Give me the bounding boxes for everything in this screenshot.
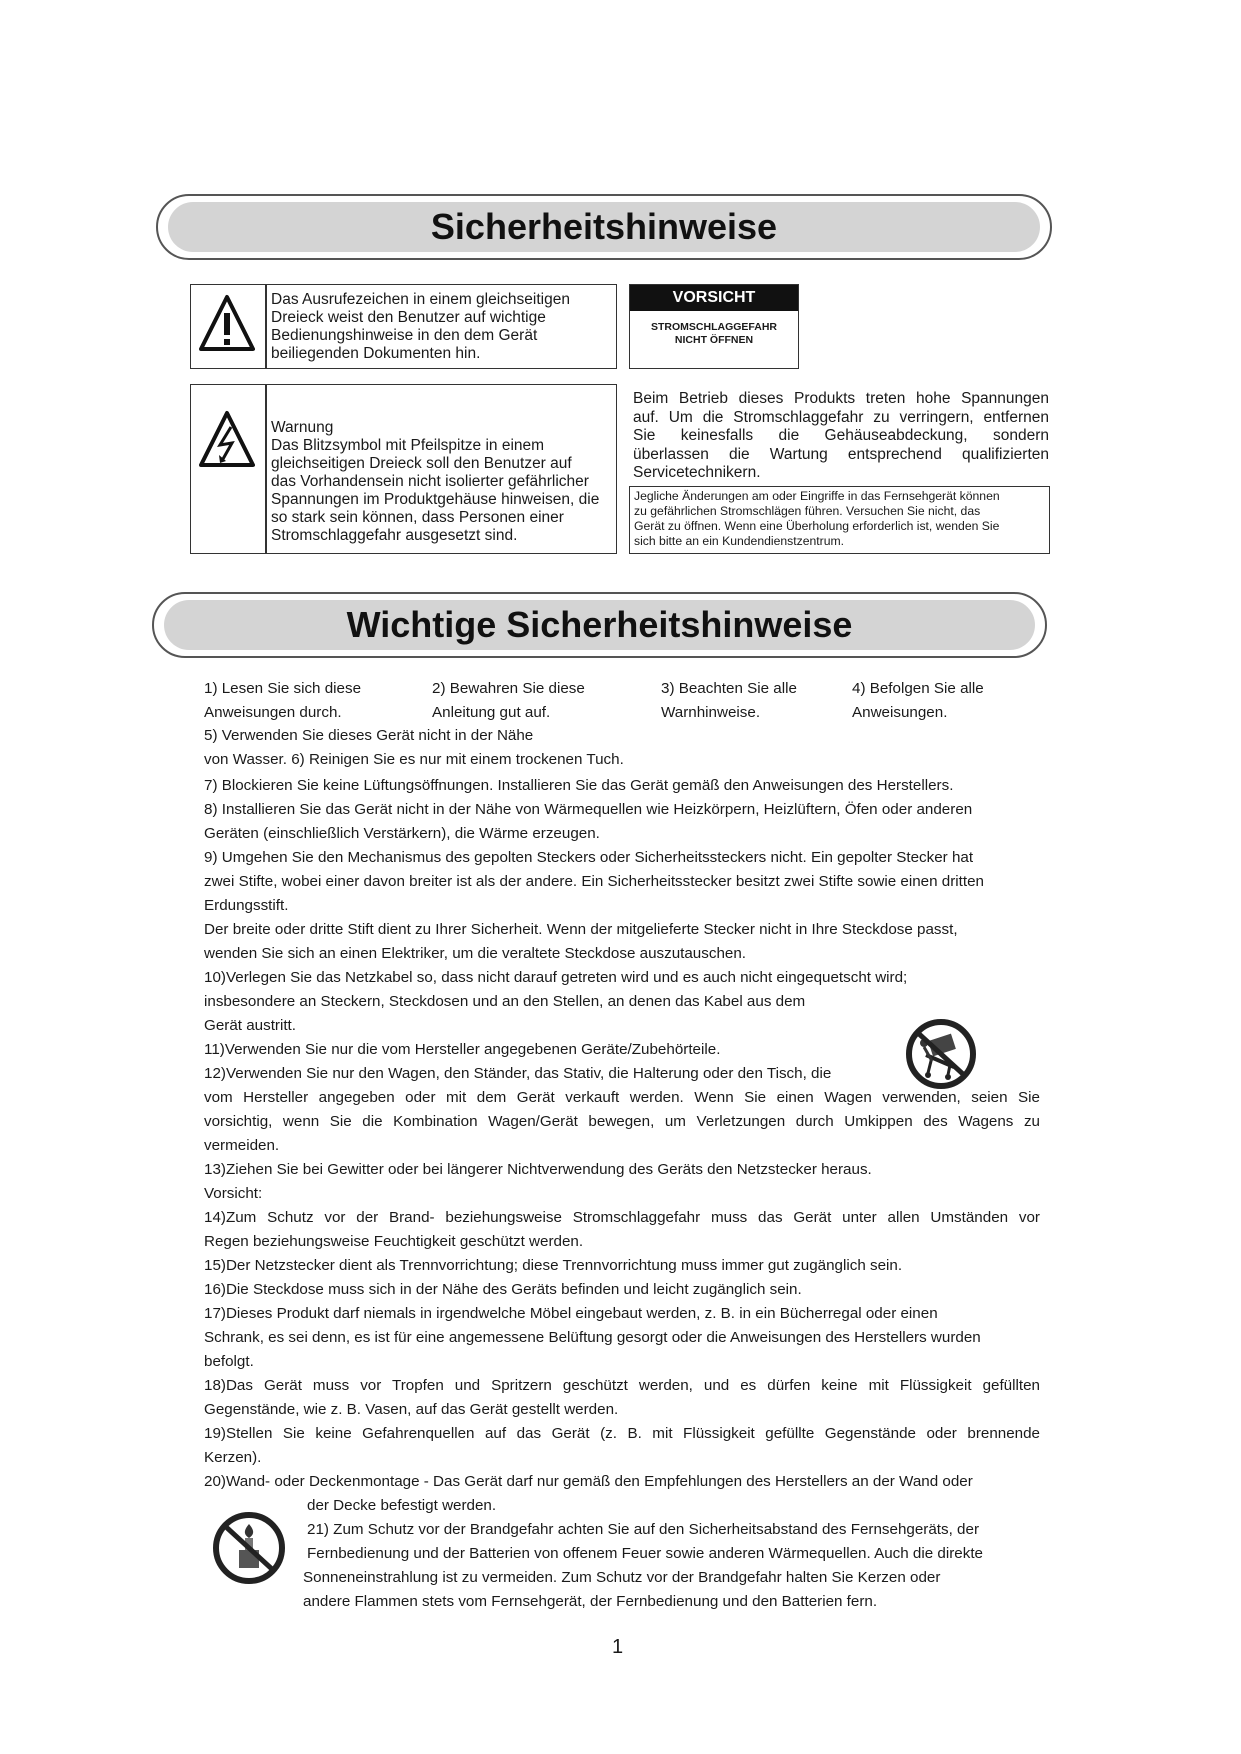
- instruction-line: 1) Lesen Sie sich diese: [204, 680, 362, 697]
- notice-divider: [265, 385, 267, 553]
- instruction-line: 15)Der Netzstecker dient als Trennvorrichtung; diese Trennvorrichtung muss immer gut zugänglich sein.: [204, 1257, 903, 1274]
- voltage-line: Sie keinesfalls die Gehäuseabdeckung, sondern: [633, 427, 1049, 444]
- instruction-line: 11)Verwenden Sie nur die vom Hersteller angegebenen Geräte/Zubehörteile.: [204, 1041, 721, 1058]
- section-banner-important-safety: [152, 592, 1047, 658]
- exclamation-notice-box: [190, 284, 617, 369]
- instruction-line: vermeiden.: [204, 1137, 280, 1154]
- instruction-line: Gegenstände, wie z. B. Vasen, auf das Gerät gestellt werden.: [204, 1401, 619, 1418]
- banner-fill: [168, 202, 1040, 252]
- page-number: 1: [612, 1636, 624, 1658]
- caution-line: STROMSCHLAGGEFAHR: [651, 321, 777, 333]
- exclamation-triangle-icon: [199, 291, 255, 357]
- instruction-line: 8) Installieren Sie das Gerät nicht in der Nähe von Wärmequellen wie Heizkörpern, Heizlüftern, Öfen oder anderen: [204, 801, 973, 818]
- instruction-line: 16)Die Steckdose muss sich in der Nähe des Geräts befinden und leicht zugänglich sein.: [204, 1281, 802, 1298]
- lightning-notice-text: [271, 419, 611, 545]
- instruction-line: zwei Stifte, wobei einer davon breiter ist als der andere. Ein Sicherheitsstecker besitzt zwei Stifte sowie einen dritten: [204, 873, 985, 890]
- cart-tip-over-icon: [904, 1017, 978, 1091]
- instruction-line: der Decke befestigt werden.: [307, 1497, 497, 1514]
- instruction-line: Fernbedienung und der Batterien von offenem Feuer sowie anderen Wärmequellen. Auch die direkte: [307, 1545, 983, 1562]
- instruction-line: Erdungsstift.: [204, 897, 289, 914]
- no-open-flame-icon: [211, 1510, 287, 1586]
- instruction-line: 13)Ziehen Sie bei Gewitter oder bei längerer Nichtverwendung des Geräts den Netzstecker heraus.: [204, 1161, 872, 1178]
- caution-subtext: [630, 321, 798, 347]
- instruction-line: 21) Zum Schutz vor der Brandgefahr achten Sie auf den Sicherheitsabstand des Fernsehgeräts, der: [307, 1521, 980, 1538]
- instruction-line: Geräten (einschließlich Verstärkern), die Wärme erzeugen.: [204, 825, 600, 842]
- instruction-col-3: [661, 677, 797, 725]
- instruction-line: 9) Umgehen Sie den Mechanismus des gepolten Steckers oder Sicherheitssteckers nicht. Ein gepolter Stecker hat: [204, 849, 974, 866]
- instruction-line: befolgt.: [204, 1353, 254, 1370]
- instruction-line: 7) Blockieren Sie keine Lüftungsöffnungen. Installieren Sie das Gerät gemäß den Anweisungen des Herstellers.: [204, 777, 954, 794]
- instruction-line: insbesondere an Steckern, Steckdosen und an den Stellen, an denen das Kabel aus dem: [204, 993, 806, 1010]
- modification-line: Gerät zu öffnen. Wenn eine Überholung erforderlich ist, wenden Sie: [634, 519, 1000, 533]
- caution-label: [629, 284, 799, 369]
- instruction-line: andere Flammen stets vom Fernsehgerät, der Fernbedienung und den Batterien fern.: [303, 1593, 878, 1610]
- modification-line: zu gefährlichen Stromschlägen führen. Versuchen Sie nicht, das: [634, 504, 981, 518]
- instruction-line: 12)Verwenden Sie nur den Wagen, den Ständer, das Stativ, die Halterung oder den Tisch, die: [204, 1065, 832, 1082]
- notice-line: so stark sein können, dass Personen einer: [271, 509, 564, 526]
- instruction-line: Schrank, es sei denn, es ist für eine angemessene Belüftung gesorgt oder die Anweisungen des Herstellers wurden: [204, 1329, 981, 1346]
- section-title: Sicherheitshinweise: [430, 206, 778, 247]
- banner-fill: [164, 600, 1035, 650]
- modification-line: Jegliche Änderungen am oder Eingriffe in das Fernsehgerät können: [634, 489, 1000, 503]
- instruction-line: vom Hersteller angegeben oder mit dem Gerät verkauft werden. Wenn Sie einen Wagen verwenden, seien Sie: [204, 1089, 1040, 1106]
- notice-line: Stromschlaggefahr ausgesetzt sind.: [271, 527, 518, 544]
- notice-line: Das Ausrufezeichen in einem gleichseitigen: [271, 291, 570, 308]
- instruction-col-2: [432, 677, 585, 725]
- lightning-triangle-icon: [199, 407, 255, 473]
- instruction-line: von Wasser. 6) Reinigen Sie es nur mit einem trockenen Tuch.: [204, 751, 624, 768]
- instruction-line: Warnhinweise.: [661, 704, 761, 721]
- instruction-line: Anweisungen.: [852, 704, 948, 721]
- instruction-line: vorsichtig, wenn Sie die Kombination Wagen/Gerät bewegen, um Verletzungen durch Umkippen des Wagens zu: [204, 1113, 1040, 1130]
- exclamation-notice-text: [271, 291, 611, 363]
- notice-line: Das Blitzsymbol mit Pfeilspitze in einem: [271, 437, 545, 454]
- instruction-line: Vorsicht:: [204, 1185, 263, 1202]
- instruction-line: 2) Bewahren Sie diese: [432, 680, 585, 697]
- notice-line: Dreieck weist den Benutzer auf wichtige: [271, 309, 546, 326]
- instruction-line: 4) Befolgen Sie alle: [852, 680, 984, 697]
- instruction-col-1: [204, 677, 361, 725]
- instruction-col-4: [852, 677, 984, 725]
- instruction-line: wenden Sie sich an einen Elektriker, um die veraltete Steckdose auszutauschen.: [204, 945, 747, 962]
- instruction-line: 3) Beachten Sie alle: [661, 680, 797, 697]
- high-voltage-text: [633, 390, 1049, 483]
- modification-line: sich bitte an ein Kundendienstzentrum.: [634, 534, 845, 548]
- voltage-line: Beim Betrieb dieses Produkts treten hohe Spannungen: [633, 390, 1049, 407]
- instruction-line: Der breite oder dritte Stift dient zu Ihrer Sicherheit. Wenn der mitgelieferte Stecker nicht in Ihre Steckdose passt,: [204, 921, 958, 938]
- section-title: Wichtige Sicherheitshinweise: [346, 604, 853, 645]
- lightning-notice-box: [190, 384, 617, 554]
- notice-line: Warnung: [271, 419, 334, 436]
- caution-heading: VORSICHT: [630, 285, 798, 311]
- instruction-line: 20)Wand- oder Deckenmontage - Das Gerät darf nur gemäß den Empfehlungen des Herstellers an der Wand oder: [204, 1473, 973, 1490]
- notice-line: das Vorhandensein nicht isolierter gefährlicher: [271, 473, 589, 490]
- notice-line: Spannungen im Produktgehäuse hinweisen, die: [271, 491, 600, 508]
- instruction-line: 19)Stellen Sie keine Gefahrenquellen auf das Gerät (z. B. mit Flüssigkeit gefüllte Gegenstände oder brennende: [204, 1425, 1040, 1442]
- modification-notice-box: [629, 486, 1050, 554]
- instruction-line: Gerät austritt.: [204, 1017, 297, 1034]
- voltage-line: überlassen die Wartung entsprechend qualifizierten: [633, 445, 1049, 463]
- voltage-line: Servicetechnikern.: [633, 464, 761, 481]
- instruction-line: 14)Zum Schutz vor der Brand- beziehungsweise Stromschlaggefahr muss das Gerät unter allen Umständen vor: [204, 1209, 1040, 1226]
- notice-line: Bedienungshinweise in den dem Gerät: [271, 327, 538, 344]
- notice-divider: [265, 285, 267, 368]
- instruction-line: Kerzen).: [204, 1449, 262, 1466]
- instruction-line: 10)Verlegen Sie das Netzkabel so, dass nicht darauf getreten wird und es auch nicht eingequetscht wird;: [204, 969, 908, 986]
- voltage-line: auf. Um die Stromschlaggefahr zu verringern, entfernen: [633, 408, 1049, 426]
- instruction-line: 5) Verwenden Sie dieses Gerät nicht in der Nähe: [204, 727, 534, 744]
- instruction-line: Anweisungen durch.: [204, 704, 342, 721]
- instruction-line: 17)Dieses Produkt darf niemals in irgendwelche Möbel eingebaut werden, z. B. in ein Bücherregal oder einen: [204, 1305, 938, 1322]
- instruction-line: Sonneneinstrahlung ist zu vermeiden. Zum Schutz vor der Brandgefahr halten Sie Kerzen oder: [303, 1569, 941, 1586]
- instruction-line: Anleitung gut auf.: [432, 704, 551, 721]
- instruction-line: 18)Das Gerät muss vor Tropfen und Spritzern geschützt werden, und es dürfen keine mit Flüssigkeit gefüllten: [204, 1377, 1040, 1394]
- section-banner-safety: [156, 194, 1052, 260]
- instruction-line: Regen beziehungsweise Feuchtigkeit geschützt werden.: [204, 1233, 584, 1250]
- caution-line: NICHT ÖFFNEN: [674, 334, 754, 346]
- notice-line: beiliegenden Dokumenten hin.: [271, 345, 481, 362]
- notice-line: gleichseitigen Dreieck soll den Benutzer auf: [271, 455, 572, 472]
